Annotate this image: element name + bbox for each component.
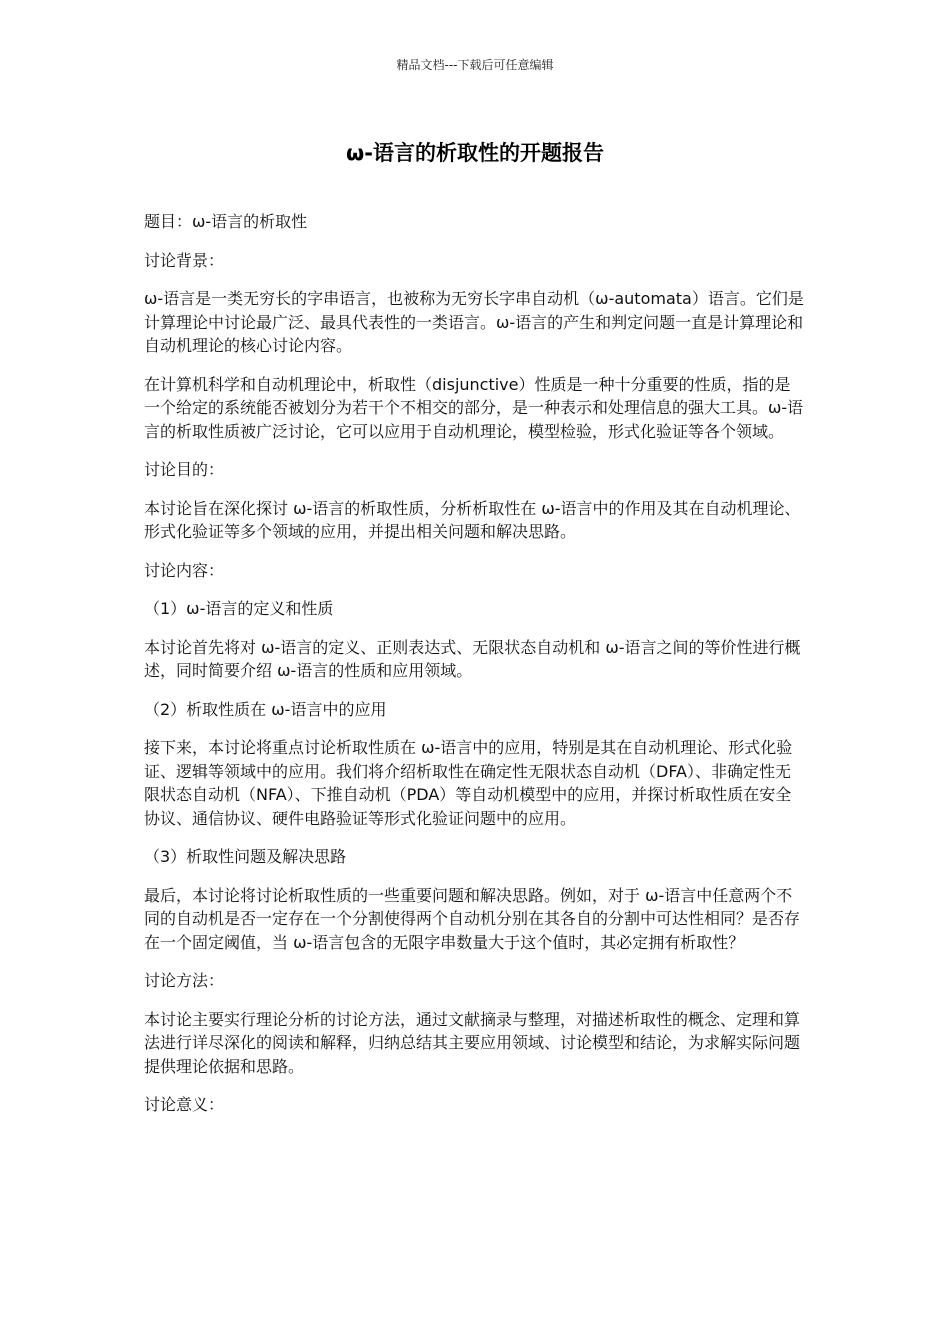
document-title: ω-语言的析取性的开题报告	[346, 141, 604, 165]
purpose-paragraph: 本讨论旨在深化探讨 ω-语言的析取性质，分析析取性在 ω-语言中的作用及其在自动机理论、形式化验证等多个领域的应用，并提出相关问题和解决思路。	[144, 498, 801, 541]
content-heading: 讨论内容：	[144, 560, 225, 580]
document-body	[144, 210, 806, 1132]
background-paragraph-1: ω-语言是一类无穷长的字串语言，也被称为无穷长字串自动机（ω-automata）语言。它们是计算理论中讨论最广泛、最具代表性的一类语言。ω-语言的产生和判定问题一直是计算理论和自动机理论的核心讨论内容。	[144, 289, 804, 355]
item1-paragraph: 本讨论首先将对 ω-语言的定义、正则表达式、无限状态自动机和 ω-语言之间的等价性进行概述，同时简要介绍 ω-语言的性质和应用领域。	[144, 637, 801, 680]
background-heading: 讨论背景：	[144, 250, 225, 270]
page-header: 精品文档---下载后可任意编辑	[396, 58, 554, 72]
item2-heading: （2）析取性质在 ω-语言中的应用	[144, 699, 387, 719]
item2-paragraph: 接下来，本讨论将重点讨论析取性质在 ω-语言中的应用，特别是其在自动机理论、形式化验证、逻辑等领域中的应用。我们将介绍析取性在确定性无限状态自动机（DFA）、非确定性无限状态自动机（NFA）、下推自动机（PDA）等自动机模型中的应用，并探讨析取性质在安全协议、通信协议、硬件电路验证等形式化验证问题中的应用。	[144, 738, 793, 828]
topic-line: 题目：ω-语言的析取性	[144, 212, 308, 231]
item3-heading: （3）析取性问题及解决思路	[144, 847, 347, 866]
item3-paragraph: 最后，本讨论将讨论析取性质的一些重要问题和解决思路。例如，对于 ω-语言中任意两个不同的自动机是否一定存在一个分割使得两个自动机分别在其各自的分割中可达性相同？是否存在一个固定阈值，当 ω-语言包含的无限字串数量大于这个值时，其必定拥有析取性？	[144, 885, 801, 952]
method-heading: 讨论方法：	[144, 971, 225, 990]
item1-heading: （1）ω-语言的定义和性质	[144, 599, 334, 618]
significance-heading: 讨论意义：	[144, 1095, 225, 1114]
method-paragraph: 本讨论主要实行理论分析的讨论方法，通过文献摘录与整理，对描述析取性的概念、定理和算法进行详尽深化的阅读和解释，归纳总结其主要应用领域、讨论模型和结论，为求解实际问题提供理论依据和思路。	[144, 1009, 801, 1076]
background-paragraph-2: 在计算机科学和自动机理论中，析取性（disjunctive）性质是一种十分重要的性质，指的是一个给定的系统能否被划分为若干个不相交的部分，是一种表示和处理信息的强大工具。ω-语言的析取性质被广泛讨论，它可以应用于自动机理论，模型检验，形式化验证等各个领域。	[144, 374, 804, 441]
purpose-heading: 讨论目的：	[144, 460, 225, 479]
